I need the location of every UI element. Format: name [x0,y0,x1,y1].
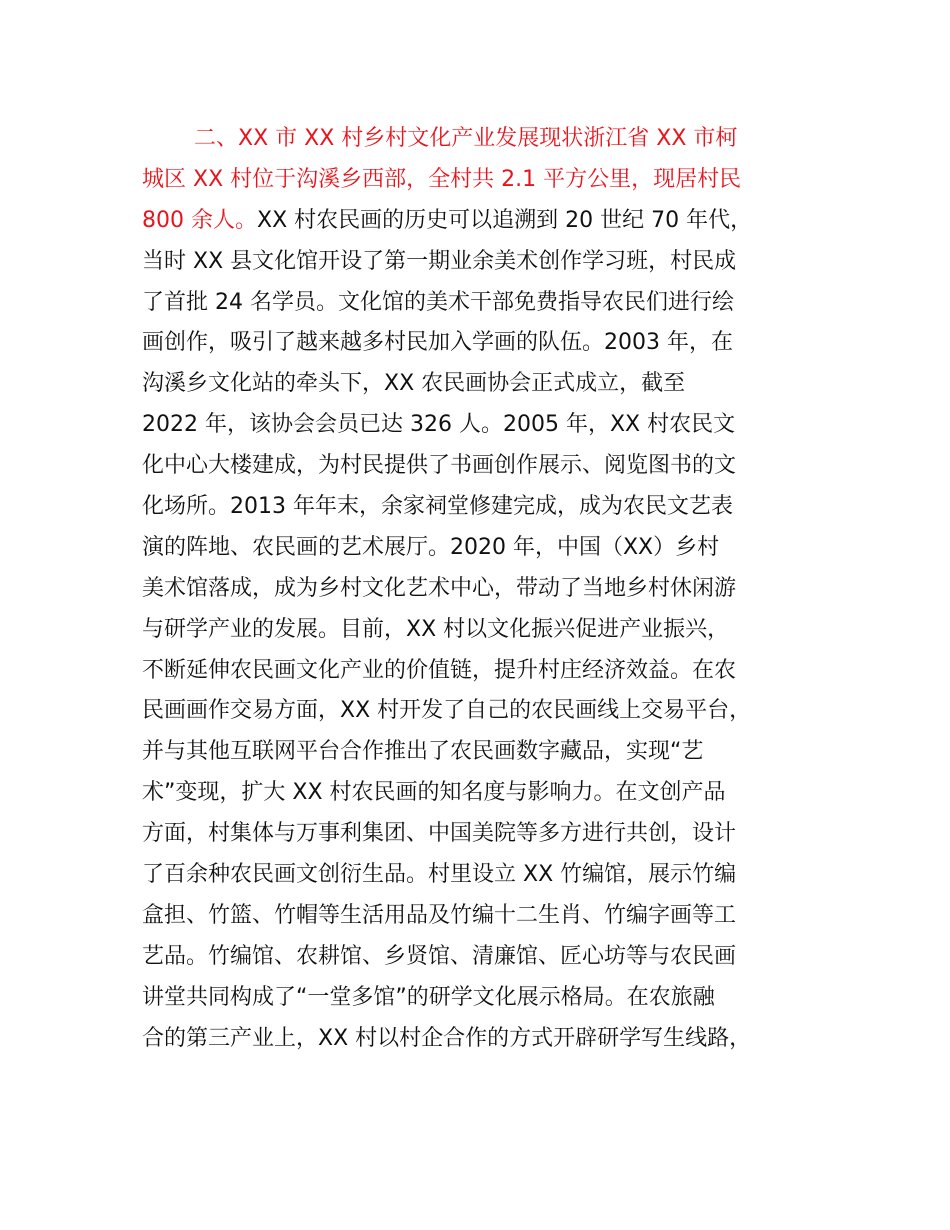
text-line-12: 美术馆落成，成为乡村文化艺术中心，带动了当地乡村休闲游 [142,575,737,601]
heading-tail: 800 余人。 [142,207,257,233]
section-heading-line-2: 城区 XX 村位于沟溪乡西部，全村共 2.1 平方公里，现居村民 [142,166,742,192]
text-line-13: 与研学产业的发展。目前，XX 村以文化振兴促进产业振兴， [142,616,730,642]
text-line-23: 合的第三产业上，XX 村以村企合作的方式开辟研学写生线路， [142,1025,752,1051]
text-line-11: 演的阵地、农民画的艺术展厅。2020 年，中国（XX）乡村 [142,534,720,560]
text-line-21: 艺品。竹编馆、农耕馆、乡贤馆、清廉馆、匠心坊等与农民画 [142,943,737,969]
text-line-9: 化中心大楼建成，为村民提供了书画创作展示、阅览图书的文 [142,453,737,479]
body-text [142,119,832,1059]
text-line-6: 画创作，吸引了越来越多村民加入学画的队伍。2003 年，在 [142,330,733,356]
text-line-20: 盒担、竹篮、竹帽等生活用品及竹编十二生肖、竹编字画等工 [142,902,737,928]
text-line-22: 讲堂共同构成了“一堂多馆”的研学文化展示格局。在农旅融 [142,984,715,1010]
text-line-8: 2022 年，该协会会员已达 326 人。2005 年，XX 村农民文 [142,412,736,438]
text-line-15: 民画画作交易方面，XX 村开发了自己的农民画线上交易平台， [142,698,752,724]
text-line-16: 并与其他互联网平台合作推出了农民画数字藏品，实现“艺 [142,739,704,765]
text-line-3 [142,201,832,242]
text-line-4: 当时 XX 县文化馆开设了第一期业余美术创作学习班，村民成 [142,248,737,274]
text-line-19: 了百余种农民画文创衍生品。村里设立 XX 竹编馆，展示竹编 [142,862,737,888]
paragraph-start: XX 村农民画的历史可以追溯到 20 世纪 70 年代， [257,207,753,233]
text-line-14: 不断延伸农民画文化产业的价值链，提升村庄经济效益。在农 [142,657,737,683]
text-line-5: 了首批 24 名学员。文化馆的美术干部免费指导农民们进行绘 [142,289,734,315]
text-line-7: 沟溪乡文化站的牵头下，XX 农民画协会正式成立，截至 [142,371,686,397]
text-line-17: 术”变现，扩大 XX 村农民画的知名度与影响力。在文创产品 [142,780,726,806]
text-line-10: 化场所。2013 年年末，余家祠堂修建完成，成为农民文艺表 [142,494,733,520]
text-line-18: 方面，村集体与万事利集团、中国美院等多方进行共创，设计 [142,821,737,847]
section-heading-line-1: 二、XX 市 XX 村乡村文化产业发展现状浙江省 XX 市柯 [194,126,738,151]
